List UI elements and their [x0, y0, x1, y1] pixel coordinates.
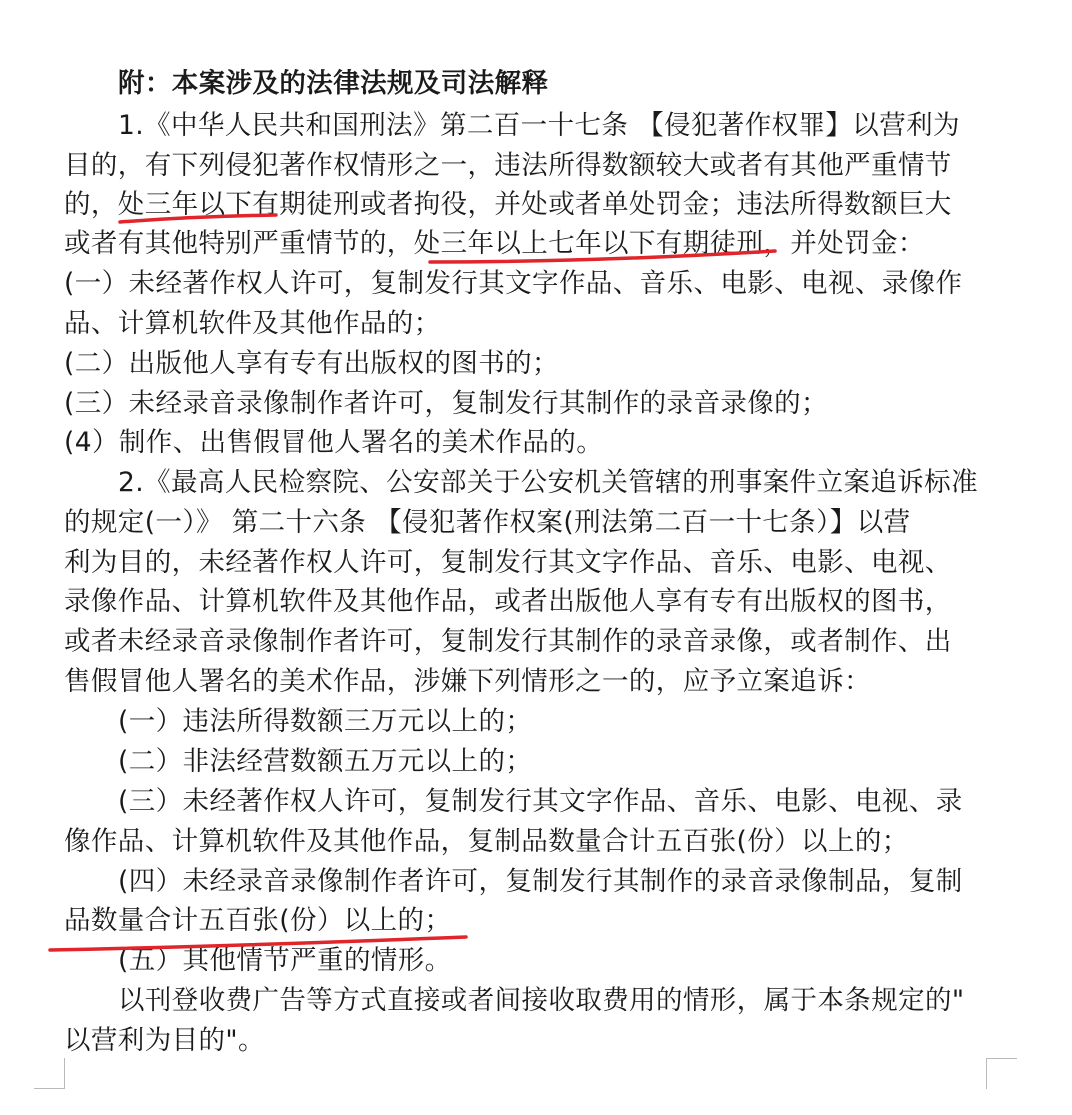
- paragraph-line: 2.《最高人民检察院、公安部关于公安机关管辖的刑事案件立案追诉标准: [118, 467, 978, 498]
- list-item: (二）非法经营数额五万元以上的；: [118, 746, 533, 777]
- list-item: (三）未经著作权人许可，复制发行其文字作品、音乐、电影、电视、录: [118, 786, 963, 817]
- list-item: (二）出版他人享有专有出版权的图书的；: [64, 348, 559, 379]
- list-item: (4）制作、出售假冒他人署名的美术作品的。: [64, 427, 604, 458]
- paragraph-line: 售假冒他人署名的美术作品，涉嫌下列情形之一的，应予立案追诉：: [64, 666, 871, 697]
- paragraph-line: 品数量合计五百张(份）以上的；: [64, 905, 452, 936]
- document-heading: 附：本案涉及的法律法规及司法解释: [118, 68, 549, 99]
- paragraph-line: 以刊登收费广告等方式直接或者间接收取费用的情形，属于本条规定的": [118, 985, 965, 1016]
- paragraph-line: 录像作品、计算机软件及其他作品，或者出版他人享有专有出版权的图书，: [64, 586, 952, 617]
- list-item: (一）违法所得数额三万元以上的；: [118, 706, 533, 737]
- list-item: (四）未经录音录像制作者许可，复制发行其制作的录音录像制品，复制: [118, 866, 963, 897]
- paragraph-line: 目的，有下列侵犯著作权情形之一，违法所得数额较大或者有其他严重情节: [64, 150, 952, 181]
- paragraph-line: 以营利为目的"。: [64, 1025, 265, 1056]
- page-corner-mark-right: [986, 1058, 1017, 1089]
- paragraph-line: 品、计算机软件及其他作品的；: [64, 308, 441, 339]
- list-item: (三）未经录音录像制作者许可，复制发行其制作的录音录像的；: [64, 388, 828, 419]
- paragraph-line: 的规定(一）》 第二十六条 【侵犯著作权案(刑法第二百一十七条）】以营: [64, 507, 911, 538]
- paragraph-line: 的，处三年以下有期徒刑或者拘役，并处或者单处罚金；违法所得数额巨大: [64, 189, 952, 220]
- paragraph-line: 或者有其他特别严重情节的，处三年以上七年以下有期徒刑，并处罚金：: [64, 228, 925, 259]
- paragraph-line: 或者未经录音录像制作者许可，复制发行其制作的录音录像，或者制作、出: [64, 626, 952, 657]
- list-item: (一）未经著作权人许可，复制发行其文字作品、音乐、电影、电视、录像作: [64, 268, 963, 299]
- page-corner-mark-left: [34, 1058, 65, 1089]
- paragraph-line: 1.《中华人民共和国刑法》第二百一十七条 【侵犯著作权罪】以营利为: [118, 110, 960, 141]
- list-item: (五）其他情节严重的情形。: [118, 945, 452, 976]
- paragraph-line: 像作品、计算机软件及其他作品，复制品数量合计五百张(份）以上的；: [64, 826, 909, 857]
- paragraph-line: 利为目的，未经著作权人许可，复制发行其文字作品、音乐、电影、电视、: [64, 547, 952, 578]
